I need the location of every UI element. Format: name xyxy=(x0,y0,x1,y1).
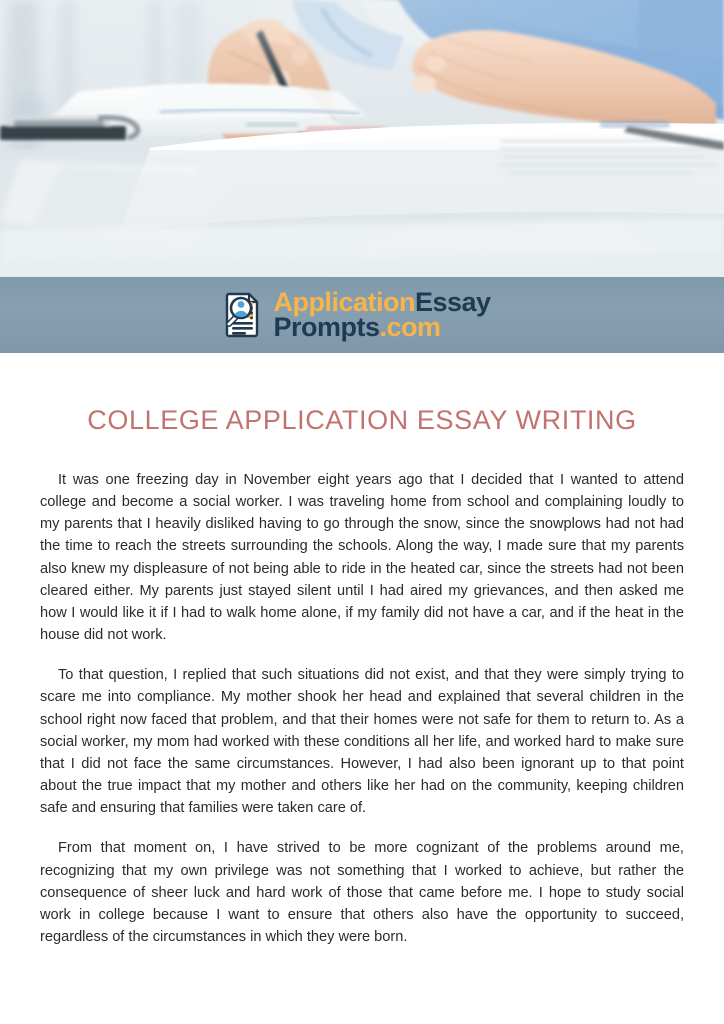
logo-word-application: Application xyxy=(273,287,415,318)
logo-word-essay: Essay xyxy=(414,287,491,318)
hero-photo xyxy=(0,0,724,277)
document-magnifier-person-icon xyxy=(217,290,263,340)
site-logo-text xyxy=(273,287,491,342)
site-logo-banner xyxy=(0,277,724,353)
article-body xyxy=(0,353,724,948)
page-title: COLLEGE APPLICATION ESSAY WRITING xyxy=(87,405,637,435)
essay-paragraph: It was one freezing day in November eight years ago that I decided that I wanted to attend college and become a social worker. I was traveling home from school and complaining loudly to my parents that I heavily disliked having to go through the snow, since the snowplows had not had the time to reach the streets surrounding the schools. Along the way, I made sure that my parents also knew my displeasure of not being able to ride in the heated car, since the streets had not been cleared either. My parents just stayed silent until I had aired my grievances, and then asked me how I would like it if I had to walk home alone, if my family did not have a car, and if the heat in the house did not work. xyxy=(40,471,684,644)
essay-paragraphs xyxy=(40,469,684,948)
site-logo-line-2 xyxy=(273,312,490,342)
site-logo[interactable] xyxy=(217,287,491,342)
person-writing-on-documents-photo xyxy=(0,0,724,277)
logo-word-dotcom: .com xyxy=(379,312,441,342)
essay-paragraph: From that moment on, I have strived to be more cognizant of the problems around me, recognizing that my own privilege was not something that I worked to achieve, but rather the consequence of sheer luck and hard work of those that came before me. I hope to study social work in college because I want to ensure that others also have the opportunity to succeed, regardless of the circumstances in which they were born. xyxy=(40,840,684,946)
logo-word-prompts: Prompts xyxy=(273,312,380,342)
essay-paragraph: To that question, I replied that such situations did not exist, and that they were simply trying to scare me into compliance. My mother shook her head and explained that several children in the school right now faced that problem, and that their homes were not safe for them to return to. As a social worker, my mom had worked with these conditions all her life, and worked hard to make sure that I did not face the same circumstances. However, I had also been ignorant up to that point about the true impact that my mother and others like her had on the community, keeping children safe and ensuring that families were taken care of. xyxy=(40,667,684,817)
